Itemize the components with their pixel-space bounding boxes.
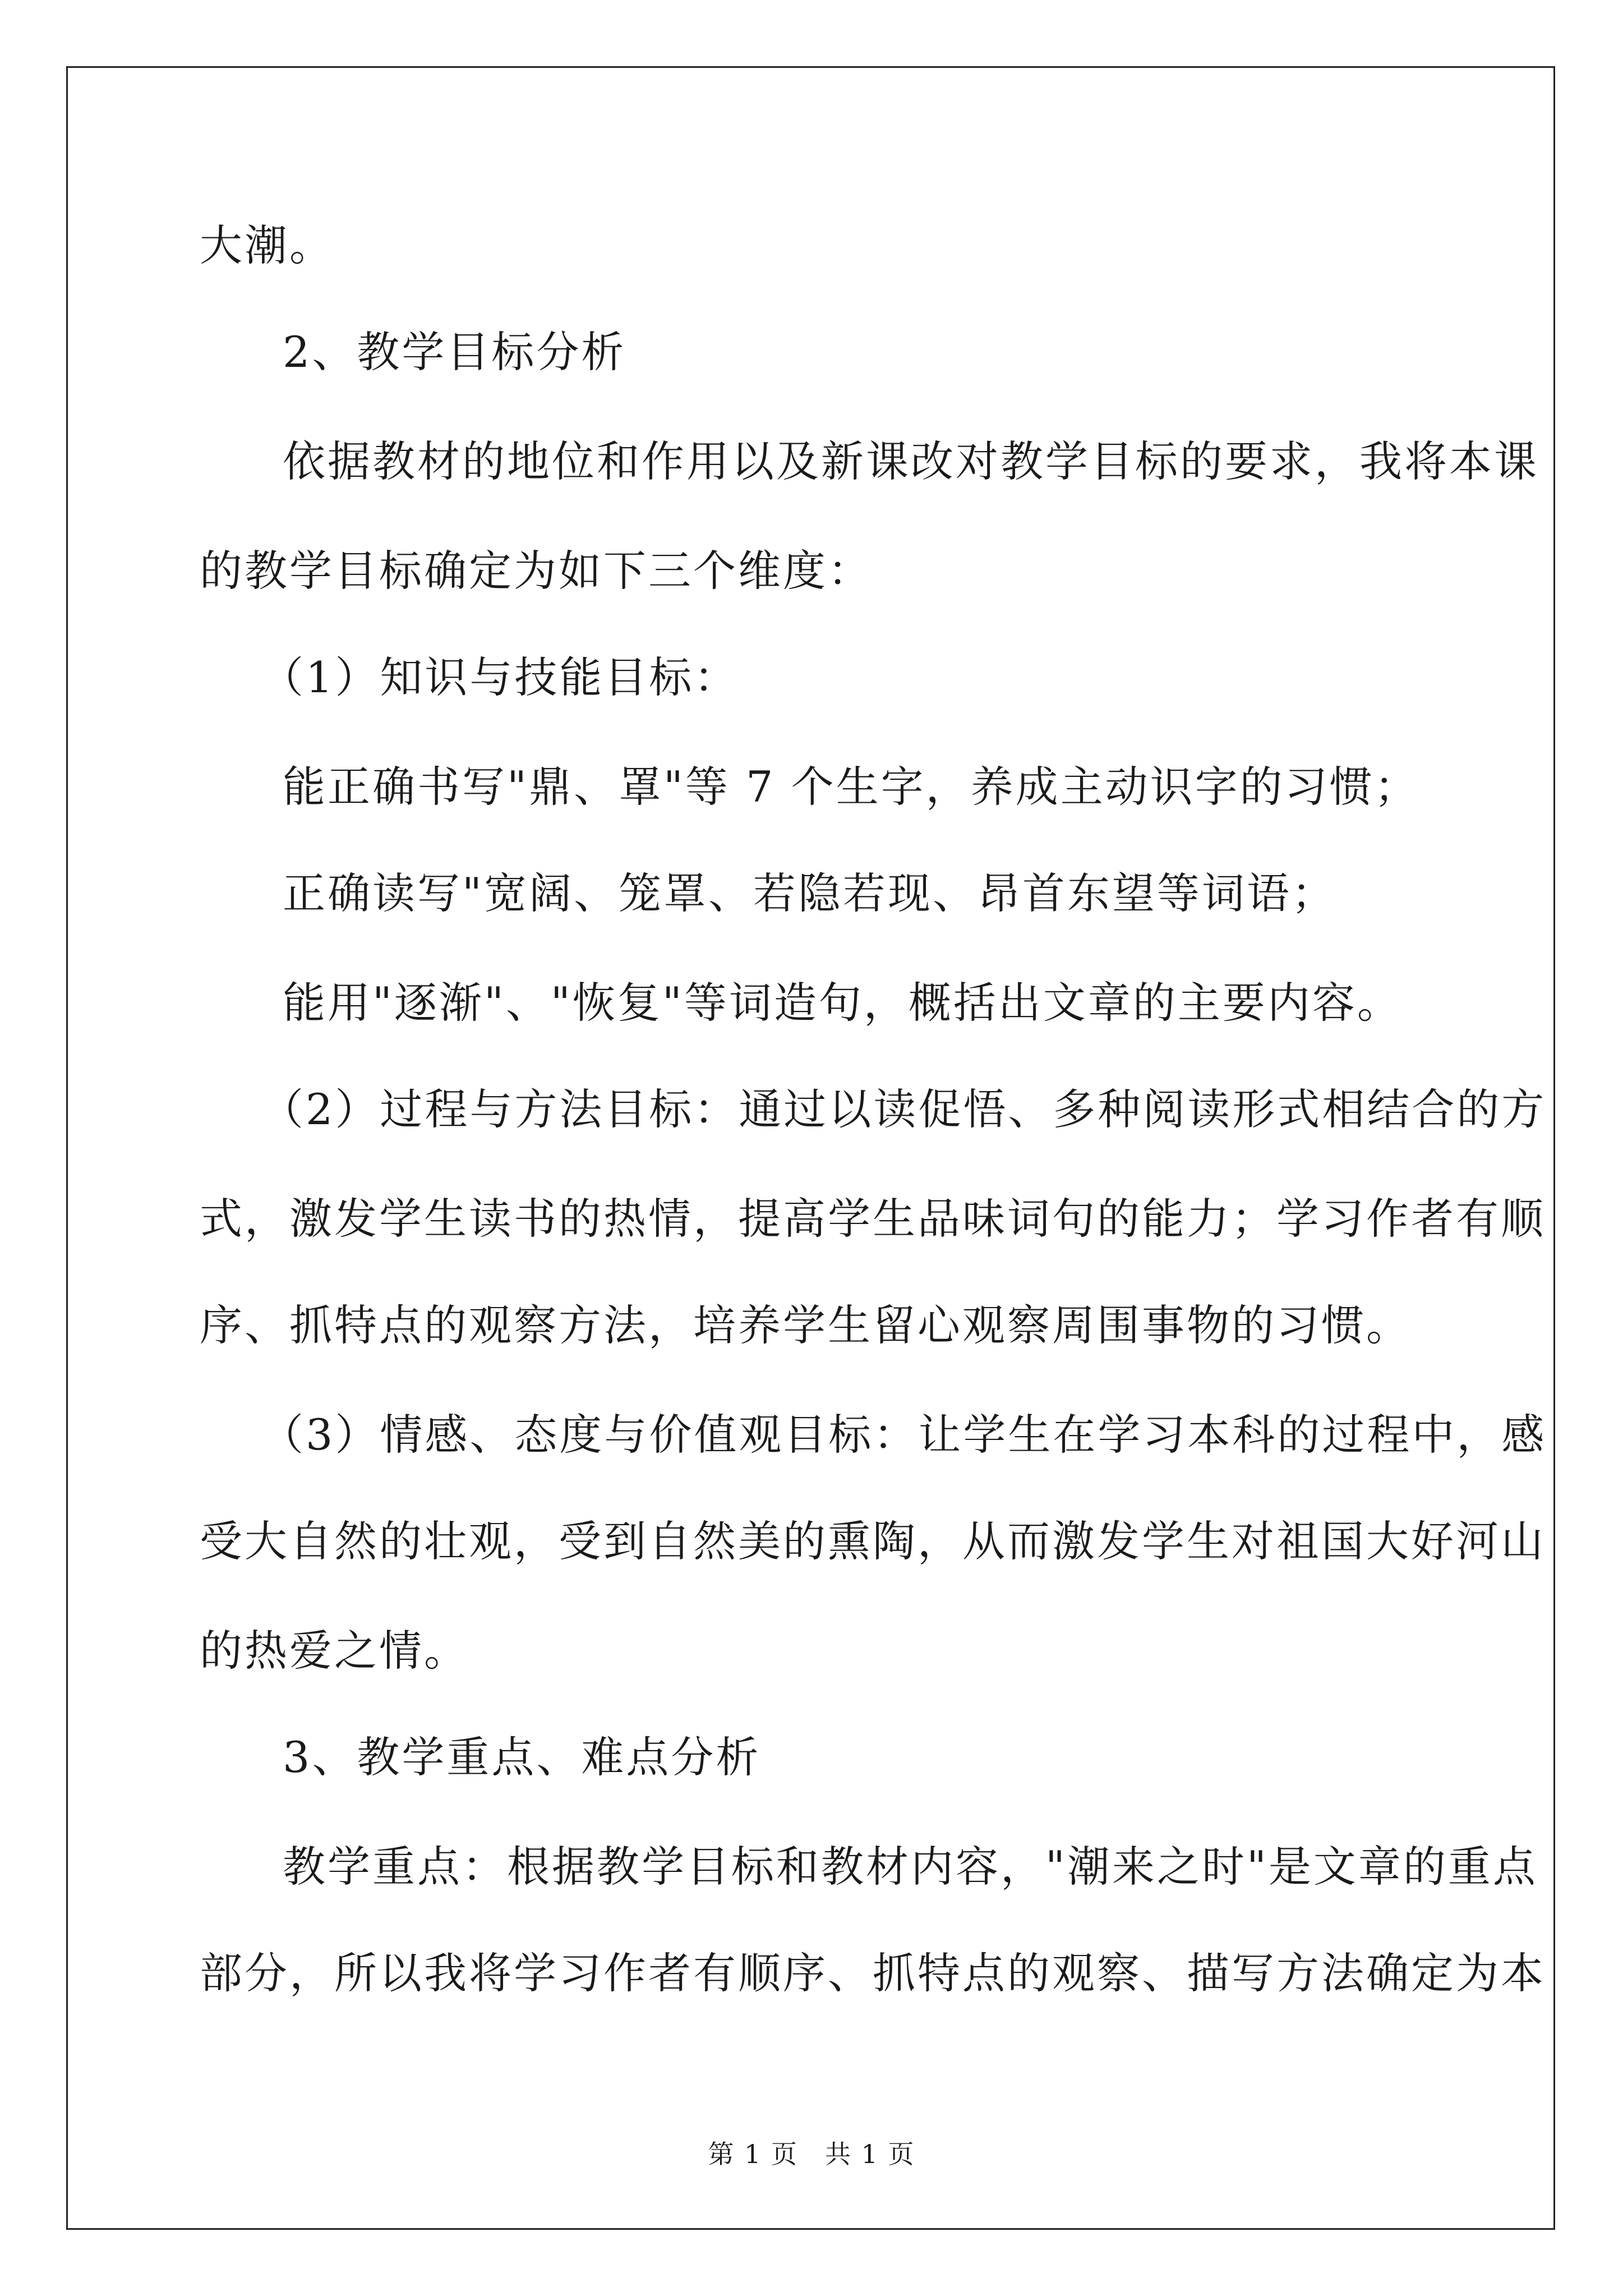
paragraph-line: 大潮。 [200, 220, 334, 270]
paragraph-line: 受大自然的壮观，受到自然美的熏陶，从而激发学生对祖国大好河山 [200, 1516, 1546, 1566]
paragraph-line: （3）情感、态度与价值观目标：让学生在学习本科的过程中，感 [261, 1410, 1547, 1460]
paragraph-line: 式，激发学生读书的热情，提高学生品味词句的能力；学习作者有顺 [200, 1194, 1546, 1244]
page-border [66, 66, 1555, 2230]
subsection-heading: （1）知识与技能目标： [261, 652, 739, 702]
paragraph-line: 的教学目标确定为如下三个维度： [200, 546, 873, 596]
paragraph-line: 教学重点：根据教学目标和教材内容，"潮来之时"是文章的重点 [283, 1842, 1538, 1892]
section-heading: 3、教学重点、难点分析 [283, 1732, 761, 1782]
paragraph-line: 的热爱之情。 [200, 1626, 469, 1676]
paragraph-line: （2）过程与方法目标：通过以读促悟、多种阅读形式相结合的方 [261, 1084, 1547, 1134]
paragraph-line: 能正确书写"鼎、罩"等 7 个生字，养成主动识字的习惯； [283, 762, 1419, 812]
section-heading: 2、教学目标分析 [283, 327, 626, 377]
paragraph-line: 依据教材的地位和作用以及新课改对教学目标的要求，我将本课 [283, 436, 1539, 486]
paragraph-line: 序、抓特点的观察方法，培养学生留心观察周围事物的习惯。 [200, 1300, 1411, 1350]
paragraph-line: 部分，所以我将学习作者有顺序、抓特点的观察、描写方法确定为本 [200, 1948, 1546, 1998]
page-number-footer: 第 1 页 共 1 页 [708, 2139, 915, 2169]
paragraph-line: 能用"逐渐"、"恢复"等词造句，概括出文章的主要内容。 [283, 978, 1402, 1028]
paragraph-line: 正确读写"宽阔、笼罩、若隐若现、昂首东望等词语； [283, 868, 1336, 918]
